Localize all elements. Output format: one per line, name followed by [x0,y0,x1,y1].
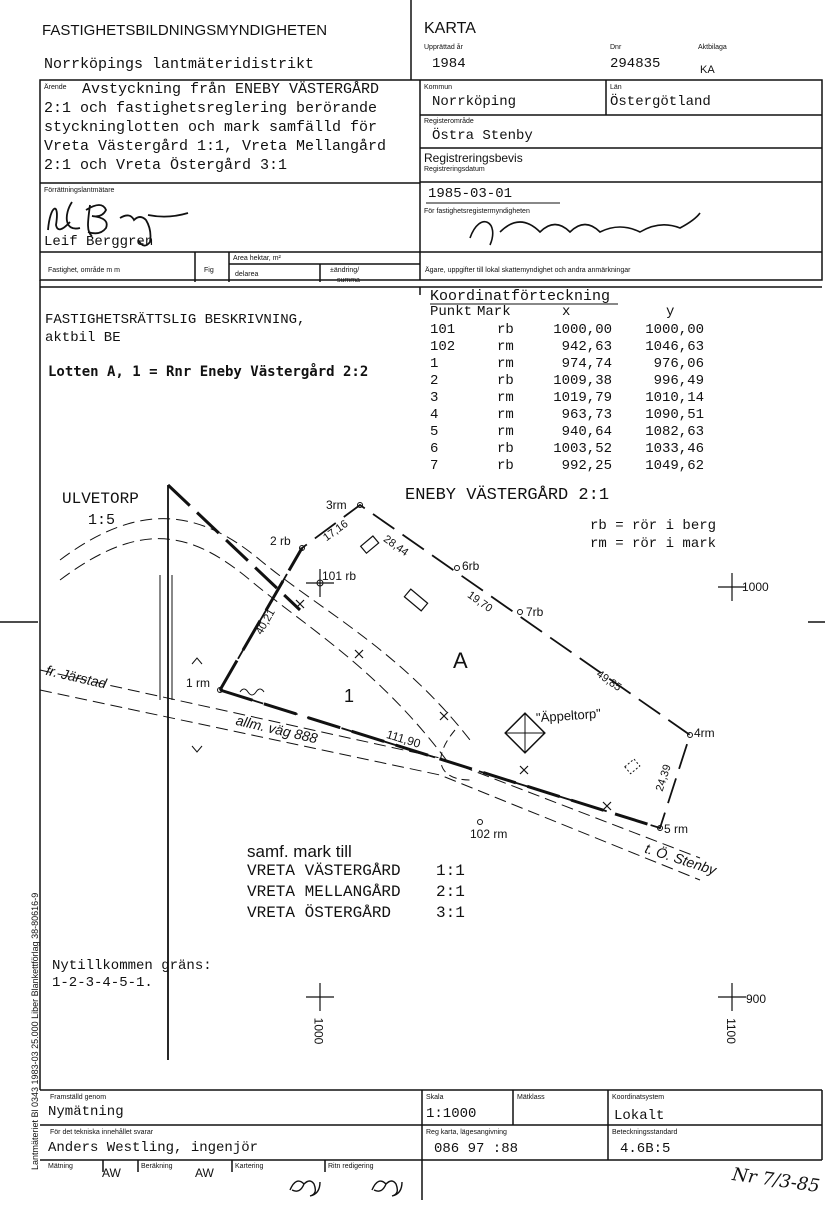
registeromrade-label: Registerområde [424,118,474,125]
framstalld-label: Framställd genom [50,1094,107,1101]
samf-vastergard: VRETA VÄSTERGÅRD [247,862,401,880]
koordinat-title: Koordinatförteckning [430,288,611,305]
label-allm-vag: allm. väg 888 [234,712,320,747]
grid-label-1100: 1100 [723,1018,738,1044]
koordinat-cell: 976,06 [653,356,704,372]
koordinat-cell: 2 [430,373,439,389]
point-2rb: 2 rb [270,534,291,548]
upprattad-label: Upprättad år [424,44,463,51]
samf-ostergard: VRETA ÖSTERGÅRD [247,904,392,922]
koordinat-cell: 1000,00 [553,322,612,338]
dist-4985: 49,85 [594,668,624,694]
delarea-label: delarea [235,271,259,278]
koordinat-cell: 996,49 [653,373,704,389]
koordinat-cell: 974,74 [561,356,612,372]
forrattning-label: Förrättningslantmätare [44,187,115,194]
skala-label: Skala [426,1094,444,1101]
registreringsdatum-label: Registreringsdatum [424,166,485,173]
dist-1970: 19,70 [465,589,495,615]
dist-2439: 24,39 [653,763,674,793]
dnr-value: 294835 [610,56,661,72]
registeromrade-value: Östra Stenby [432,128,533,144]
koordinat-cell: rb [497,322,514,338]
samf-title: samf. mark till [247,842,352,861]
arende-line: 2:1 och Vreta Östergård 3:1 [44,157,288,174]
arende-line: 2:1 och fastighetsreglering berörande [44,100,378,117]
koordinat-cell: 992,25 [561,458,612,474]
koordinat-cell: 1000,00 [645,322,704,338]
tekniska-value: Anders Westling, ingenjör [48,1140,259,1156]
point-101rb: 101 rb [322,569,357,583]
koordinat-cell: 1033,46 [645,441,704,457]
matklass-label: Mätklass [517,1094,545,1101]
lan-label: Län [610,84,622,91]
koordinat-cell: 1082,63 [645,424,704,440]
koordinat-cell: rb [497,441,514,457]
koordinat-cell: 7 [430,458,439,474]
agency-title: FASTIGHETSBILDNINGSMYNDIGHETEN [42,22,328,39]
matning-label: Mätning [48,1163,73,1170]
koordinat-cell: rb [497,458,514,474]
koordinat-header: Mark [477,304,511,320]
label-1: 1 [344,686,355,706]
koordinat-cell: rb [497,373,514,389]
koordinat-cell: 963,73 [561,407,612,423]
fastighet-label: Fastighet, område m m [48,267,120,274]
regkarta-value: 086 97 :88 [434,1141,519,1157]
legend-rm: rm = rör i mark [590,536,717,552]
surveyor-name: Leif Berggren [44,234,154,250]
label-eneby: ENEBY VÄSTERGÅRD 2:1 [405,486,610,505]
lotten-text: Lotten A, 1 = Rnr Eneby Västergård 2:2 [48,364,369,380]
koordinat-cell: rm [497,407,514,423]
koordinat-cell: 6 [430,441,439,457]
point-3rm: 3rm [326,498,347,512]
andring-label: ±ändring/ [330,267,360,274]
berakning-value: AW [195,1166,214,1180]
beskrivning-title: FASTIGHETSRÄTTSLIG BESKRIVNING, [45,312,306,328]
koordinat-cell: 102 [430,339,456,355]
koordinat-cell: 3 [430,390,439,406]
dist-11190: 111,90 [384,727,423,751]
koordinat-cell: 1049,62 [645,458,704,474]
koordinat-cell: rm [497,424,514,440]
nytillkommen-value: 1-2-3-4-5-1. [52,975,153,991]
area-label: Area hektar, m² [233,255,281,262]
arende-label: Ärende [44,84,67,91]
samf-ostergard-num: 3:1 [436,904,465,922]
side-print-text: Lantmäteriet Bl 0343 1983-03 25.000 Liber Blankettförlag 38-80616-9 [30,892,40,1170]
dnr-label: Dnr [610,44,622,51]
koordinat-cell: rm [497,390,514,406]
ritn-label: Ritn redigering [328,1163,374,1170]
beteckning-value: 4.6B:5 [620,1141,671,1157]
matning-value: AW [102,1166,121,1180]
koordinat-cell: rm [497,339,514,355]
koordinat-header: x [562,304,571,320]
label-A: A [453,648,468,673]
fig-label: Fig [204,267,214,274]
berakning-label: Beräkning [141,1163,173,1170]
summa-label: summa [337,277,360,284]
aktbilaga-label: Aktbilaga [698,44,727,51]
fastighetsregister-label: För fastighetsregistermyndigheten [424,208,530,215]
agare-label: Ägare, uppgifter till lokal skattemyndighet och andra anmärkningar [425,267,631,274]
doc-type: KARTA [424,20,476,37]
grid-label-1000-bottom: 1000 [311,1017,326,1045]
lan-value: Östergötland [610,94,711,110]
koordinat-cell: 1046,63 [645,339,704,355]
label-ulvetorp-num: 1:5 [88,512,116,529]
label-till-stenby: t. Ö. Stenby [643,840,719,879]
koordinat-cell: 4 [430,407,439,423]
koordsys-label: Koordinatsystem [612,1094,665,1101]
koordinat-cell: 1 [430,356,439,372]
koordinat-cell: 940,64 [561,424,612,440]
dist-1716: 17,16 [321,518,351,544]
nytillkommen-title: Nytillkommen gräns: [52,958,212,974]
koordinat-cell: 1009,38 [553,373,612,389]
koordsys-value: Lokalt [614,1108,665,1124]
samf-mellangard-num: 2:1 [436,883,465,901]
framstalld-value: Nymätning [48,1104,124,1120]
beskrivning-aktbil: aktbil BE [45,330,121,346]
point-5rm: 5 rm [664,822,688,836]
label-fr-jarstad: fr. Järstad [44,662,109,692]
district-name: Norrköpings lantmäteridistrikt [44,56,315,73]
arende-line: styckninglotten och mark samfälld för [44,119,378,136]
handwritten-note: Nr 7/3-85 [730,1163,822,1198]
kartering-label: Kartering [235,1163,264,1170]
point-1rm: 1 rm [186,676,210,690]
regkarta-label: Reg karta, lägesangivning [426,1129,507,1136]
koordinat-cell: 1090,51 [645,407,704,423]
point-6rb: 6rb [462,559,480,573]
koordinat-cell: 942,63 [561,339,612,355]
kommun-label: Kommun [424,84,453,91]
koordinat-cell: 1019,79 [553,390,612,406]
dist-2844: 28,44 [381,533,411,559]
arende-line: Avstyckning från ENEBY VÄSTERGÅRD [82,81,380,98]
label-appeltorp: "Äppeltorp" [535,705,602,726]
koordinat-cell: rm [497,356,514,372]
registreringsdatum-value: 1985-03-01 [428,186,513,202]
label-ulvetorp: ULVETORP [62,490,139,508]
koordinat-cell: 101 [430,322,456,338]
samf-mellangard: VRETA MELLANGÅRD [247,883,401,901]
skala-value: 1:1000 [426,1106,477,1122]
tekniska-label: För det tekniska innehållet svarar [50,1129,154,1136]
point-102rm: 102 rm [470,827,508,841]
legend-rb: rb = rör i berg [590,518,717,534]
kommun-value: Norrköping [432,94,517,110]
koordinat-cell: 5 [430,424,439,440]
grid-label-1000-right: 1000 [742,580,769,594]
aktbilaga-value: KA [700,64,715,76]
point-7rb: 7rb [526,605,544,619]
grid-label-900: 900 [746,992,767,1006]
koordinat-cell: 1010,14 [645,390,704,406]
koordinat-header: Punkt [430,304,473,320]
koordinat-cell: 1003,52 [553,441,612,457]
samf-vastergard-num: 1:1 [436,862,465,880]
point-4rm: 4rm [694,726,715,740]
dist-4021: 40,21 [253,607,278,637]
arende-line: Vreta Västergård 1:1, Vreta Mellangård [44,138,387,155]
koordinat-header: y [666,304,675,320]
registreringsbevis-title: Registreringsbevis [424,151,523,165]
upprattad-value: 1984 [432,56,466,72]
beteckning-label: Beteckningsstandard [612,1129,678,1136]
